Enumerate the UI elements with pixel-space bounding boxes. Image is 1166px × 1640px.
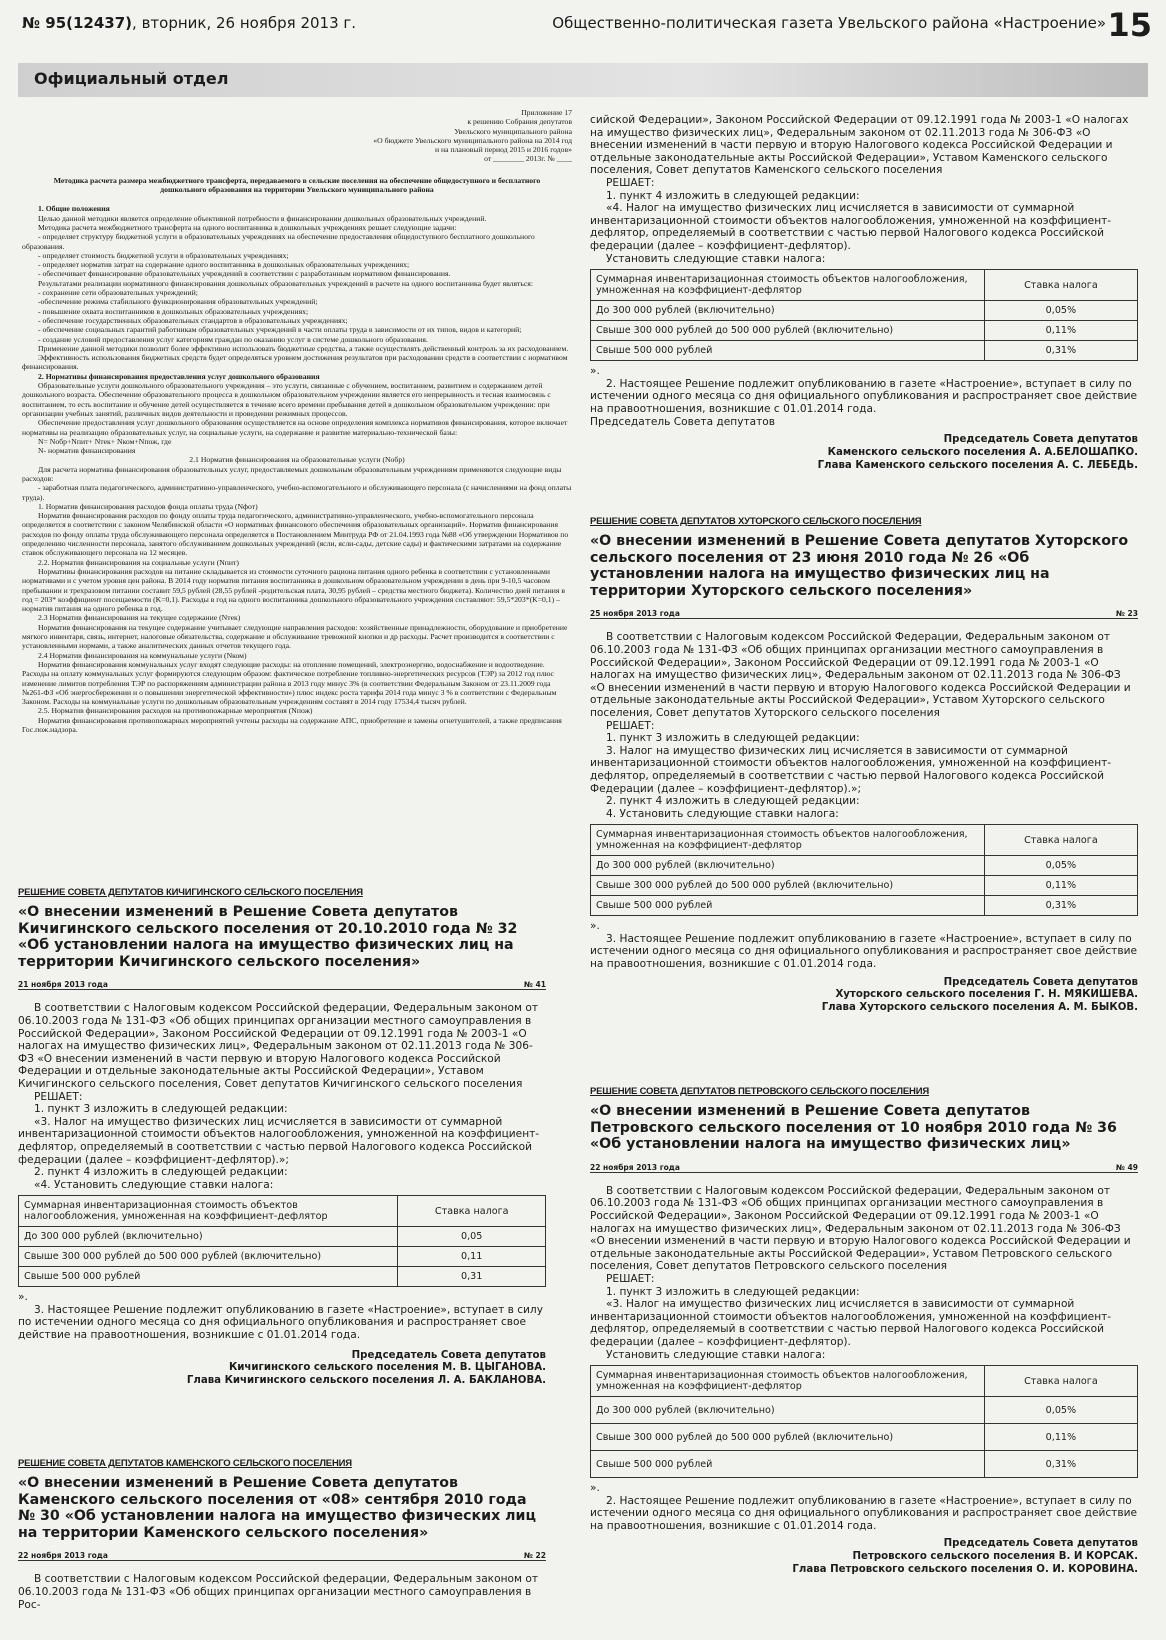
hutorskoe-end: ». [590,920,600,933]
appendix-paragraph: Эффективность использования бюджетных средств будет определяться уровнем достижения результатов при расходовании средств в соответствии с нормативом финансирования. [22,353,568,372]
petrovskoe-rate-table [590,1365,1138,1478]
kamenskoe-cont: сийской Федерации», Законом Российской Федерации от 09.12.1991 года № 2003-1 «О налогах на имущество физических лиц», Федеральным законом от 02.11.2013 года № 306-ФЗ «О внесении изменений в части первую и вторую Налогового кодекса Российской Федерации и отдельные законодательные акты Российской Федерации», Уставом Каменского сельского поселения, Совет депутатов Каменского сельского поселения [590,114,1129,177]
kamenskoe-headline: «О внесении изменений в Решение Совета депутатов Каменского сельского поселения от «08» сентября 2010 года № 30 «Об установлении налога на имущество физических лиц на территории Каменского сельского поселения» [18,1475,537,1541]
kichiginskoe-p3: 3. Настоящее Решение подлежит опубликованию в газете «Настроение», вступает в силу по истечении одного месяца со дня официального опубликования и распространяет свое действие на правоотношения, возникшие с 01.01.2014 года. [18,1303,543,1342]
appendix-paragraph: Нормативы финансирования расходов на питание складывается из стоимости суточного рациона питания одного ребенка в соответствии с установленными нормативами и с учетом уровня цен района. В 2014 году норматив питания воспитанника в дошкольном образовательном учреждении в день при 9-10,5 часовом пребывании и трехразовом питании составит 59,5 рублей (28,55 рублей -родительская плата, 30,95 рублей – средства местного бюджета). Количество дней питания в год = 203* коэффициент посещаемости (K=0,1). Расходы в год на одного воспитанника дошкольного образовательного учреждения составляют: 59,5*203*(K=0,1) – норматив питания на одного ребенка в год. [22,566,565,614]
rate-cell: 0,11% [984,876,1137,896]
table-header-cell: Суммарная инвентаризационная стоимость объектов налогообложения, умноженная на коэффициент-дефлятор [591,825,985,856]
appendix-heading: 1. Общие положения [38,204,110,214]
appendix-paragraph: Обеспечение предоставления услуг дошкольного образования осуществляется на основе определения комплекса нормативов финансирования, которое включает нормативы на реализацию образовательных услуг, на социальные услуги, на содержание и развитие материально-технической базы: [22,418,568,437]
kichiginskoe-p1: 1. пункт 3 изложить в следующей редакции: [34,1103,288,1116]
kichiginskoe-end: ». [18,1291,28,1304]
appendix-paragraph: Результатами реализации нормативного финансирования дошкольных образовательных учреждений в расчете на одного воспитанника будет являться: [38,278,533,288]
appendix-block [22,108,572,878]
table-row [19,1196,546,1227]
hutorskoe-signatures [590,977,1138,1015]
petrovskoe-kicker: РЕШЕНИЕ СОВЕТА ДЕПУТАТОВ ПЕТРОВСКОГО СЕЛЬСКОГО ПОСЕЛЕНИЯ [590,1086,929,1097]
table-header-cell: Ставка налога [984,825,1137,856]
appendix-line: Приложение 17 [521,108,572,117]
table-row [591,1424,1138,1451]
hutorskoe-p2: 2. пункт 4 изложить в следующей редакции: [606,795,860,808]
appendix-paragraph: - создание условий предоставления услуг категориям граждан по оказанию услуг в системе дошкольного образования. [38,334,428,344]
signature-line: Глава Петровского сельского поселения О. И. КОРОВИНА. [792,1564,1138,1576]
kamenskoe-kicker: РЕШЕНИЕ СОВЕТА ДЕПУТАТОВ КАМЕНСКОГО СЕЛЬСКОГО ПОСЕЛЕНИЯ [18,1458,352,1469]
signature-line: Глава Каменского сельского поселения А. С. ЛЕБЕДЬ. [817,459,1138,471]
issue-line [22,14,356,32]
appendix-paragraph: -обеспечение режима стабильного функционирования образовательных учреждений; [38,297,318,307]
signature-line: Председатель Совета депутатов [943,1538,1138,1550]
kamenskoe-p1: 1. пункт 4 изложить в следующей редакции: [606,189,860,202]
appendix-paragraph: 2.2. Норматив финансирования на социальные услуги (Nпит) [38,557,239,567]
rate-cell: 0,05 [398,1227,546,1247]
appendix-paragraph: Норматив финансирования противопожарных мероприятий учтены расходы на содержание АПС, приобретение и замены огнетушителей, а также предписания Гос.пож.надзора. [22,715,562,734]
signature-line: Председатель Совета депутатов [943,434,1138,446]
table-row [19,1227,546,1247]
hutorskoe-dateline [590,609,1138,619]
appendix-paragraph: - сохранение сети образовательных учреждений; [38,288,198,298]
kichiginskoe-kicker: РЕШЕНИЕ СОВЕТА ДЕПУТАТОВ КИЧИГИНСКОГО СЕЛЬСКОГО ПОСЕЛЕНИЯ [18,887,363,898]
table-row [591,876,1138,896]
kichiginskoe-rate-table [18,1195,546,1287]
appendix-paragraph: Для расчета норматива финансирования образовательных услуг, предоставляемых дошкольным образовательным учреждениям применяются следующие виды расходов: [22,464,562,483]
appendix-paragraph: Образовательные услуги дошкольного образовательного учреждения – это услуги, связанные с обучением, воспитанием, развитием и содержанием детей дошкольного возраста. Обеспечение образовательного процесса в дошкольном образовательном учреждении является его непрерывность и тесная взаимосвязь с воспитанием, то есть воспитание и обучение детей осуществляется в течение всего времени пребывания детей в дошкольном образовательном учреждении: при организации учебных занятий, различных видов деятельности и проведении режимных процессов. [22,381,551,418]
appendix-paragraph: - обеспечение социальных гарантий работникам образовательных учреждений в части оплаты труда в зависимости от их типов, видов и категорий; [38,325,522,335]
table-cell: До 300 000 рублей (включительно) [591,1397,985,1424]
kichiginskoe-p1text: «3. Налог на имущество физических лиц исчисляется в зависимости от суммарной инвентаризационной стоимости объектов налогообложения, умноженной на коэффициент-дефлятор, определяемый в соответствии с частью первой Налогового кодекса Российской федерации (далее – коэффициент-дефлятор).»; [18,1115,540,1166]
table-cell: Свыше 500 000 рублей [591,1451,985,1478]
newspaper-name: Общественно-политическая газета Увельского района «Настроение» [552,14,1106,32]
rate-cell: 0,31% [984,896,1137,916]
signature-line: Председатель Совета депутатов [351,1349,546,1361]
appendix-paragraph: 2.5. Норматив финансирования расходов на противопожарные мероприятия (Nпож) [38,706,313,716]
issue-number: № 95(12437) [22,14,133,32]
signature-line: Глава Кичигинского сельского поселения Л. А. БАКЛАНОВА. [186,1375,546,1387]
hutorskoe-number: № 23 [1115,609,1138,619]
kichiginskoe-article [18,883,546,1388]
kamenskoe-number: № 22 [523,1551,546,1561]
appendix-paragraph: Норматив финансирования расходов по фонду оплаты труда педагогического, административно-управленческого, учебно-вспомогательного персонала определяется в соответствии с законом Челябинской области «О нормативах финансового обеспечения образовательных организаций». Норматив финансирования расходов по фонду оплаты труда обслуживающего персонала определяется в Постановлением Минтруда РФ от 21.04.1993 года №88 «Об утверждении Нормативов по определению численности персонала, занятого обслуживанием дошкольных учреждений (ясли, ясли-сады, детские сады) и фактическими затратами на содержание ставок обслуживающего персонала на 12 месяцев. [22,511,569,558]
table-header-cell: Ставка налога [984,270,1137,301]
appendix-paragraph: Норматив финансирования коммунальных услуг входят следующие расходы: на отопление помещений, электроэнергию, водоснабжение и водоотведение. Расходы на оплату коммунальных услуг формируются следующим образом: фактическое потребление топливно-энергетических ресурсов (ТЭР) за 2012 год плюс изменение лимитов потребления ТЭР по распоряжениям администрации района в 2013 году минус 3% (в соответствии Федеральным Законом от 23.11.2009 года №261-ФЗ «Об энергосбережении и о повышении энергетической эффективности») плюс индекс роста тарифа 2014 года минус 3 % в соответствии с Федеральным Законом. Расходы на коммунальные услуги по дошкольным образовательным учреждениям составят в 2014 году 17534,4 тысяч рублей. [22,659,557,707]
appendix-line: к решению Собрания депутатов [467,117,572,127]
hutorskoe-headline: «О внесении изменений в Решение Совета депутатов Хуторского сельского поселения от 23 июня 2010 года № 26 «Об установлении налога на имущество физических лиц на территории Хуторского сельского поселения» [590,533,1129,599]
table-row [19,1267,546,1287]
appendix-paragraph: Целью данной методики является определение объективной потребности в финансировании дошкольных образовательных учреждений. [38,213,487,223]
hutorskoe-date: 25 ноября 2013 года [590,609,680,619]
appendix-paragraph: Методика расчета межбюджетного трансферта на одного воспитанника в дошкольных учреждениях решает следующие задачи: [38,222,457,232]
table-row [591,1451,1138,1478]
rate-cell: 0,05% [984,301,1137,321]
table-row [591,856,1138,876]
petrovskoe-p1: 1. пункт 3 изложить в следующей редакции: [606,1285,860,1298]
kamenskoe-rate-table [590,269,1138,361]
petrovskoe-signatures [590,1538,1138,1576]
appendix-line: от ________ 2013г. № ____ [484,154,572,164]
rate-cell: 0,31% [984,341,1137,361]
rate-cell: 0,11% [984,321,1137,341]
appendix-paragraph: 2.3 Норматив финансирования на текущее содержание (Nтек) [38,613,241,623]
kichiginskoe-body: В соответствии с Налоговым кодексом Российской федерации, Федеральным законом от 06.10.2003 года № 131-ФЗ «Об общих принципах организации местного самоуправления в Российской Федерации», Законом Российской Федерации от 09.12.1991 года № 2003-1 «О налогах на имущество физических лиц», Федеральным законом от 02.11.2013 года № 306-ФЗ «О внесении изменений в части первую и вторую Налогового кодекса Российской Федерации и отдельные законодательные акты Российской Федерации», Уставом Кичигинского сельского поселения, Совет депутатов Кичигинского сельского поселения [18,1002,538,1090]
signature-line: Председатель Совета депутатов [943,976,1138,988]
kamenskoe-p1text: «4. Налог на имущество физических лиц исчисляется в зависимости от суммарной инвентаризационной стоимости объектов налогообложения, умноженной на коэффициент-дефлятор, определяемый в соответствии с частью первой Налогового кодекса Российской федерации (далее – коэффициент-дефлятор). [590,202,1112,252]
appendix-paragraph: - обеспечивает финансирование образовательных учреждений в соответствии с разработанным нормативом финансирования. [38,269,451,279]
table-cell: До 300 000 рублей (включительно) [591,856,985,876]
table-cell: До 300 000 рублей (включительно) [591,301,985,321]
hutorskoe-article [590,512,1138,1015]
section-title: Официальный отдел [34,69,229,88]
table-cell: Свыше 300 000 рублей до 500 000 рублей (включительно) [19,1247,398,1267]
rate-cell: 0,11% [984,1424,1137,1451]
petrovskoe-body: В соответствии с Налоговым кодексом Российской федерации, Федеральным законом от 06.10.2003 года № 131-ФЗ «Об общих принципах организации местного самоуправления в Российской Федерации», Законом Российской Федерации от 09.12.1991 года № 2003-1 «О налогах на имущество физических лиц», Федеральным законом от 02.11.2013 года № 306-ФЗ «О внесении изменений в части первую и вторую Налогового кодекса Российской Федерации и отдельные законодательные акты Российской Федерации», Уставом Петровского сельского поселения, Совет депутатов Петровского сельского поселения [590,1184,1131,1273]
appendix-line: «О бюджете Увельского муниципального района на 2014 год [373,135,572,145]
appendix-paragraph: - определяет стоимость бюджетной услуги в образовательных учреждениях; [38,250,289,260]
kamenskoe-body: В соответствии с Налоговым кодексом Российской федерации, Федеральным законом от 06.10.2003 года № 131-ФЗ «Об общих принципах организации местного самоуправления в Рос- [18,1573,538,1611]
hutorskoe-rate-table [590,824,1138,916]
issue-date: , вторник, 26 ноября 2013 г. [132,14,357,32]
kamenskoe-signatures [590,434,1138,472]
hutorskoe-resh: РЕШАЕТ: [606,719,655,732]
appendix-body [22,204,572,734]
table-row [591,321,1138,341]
table-cell: Свыше 500 000 рублей [591,896,985,916]
table-header-cell: Суммарная инвентаризационная стоимость объектов налогообложения, умноженная на коэффициент-дефлятор [19,1196,398,1227]
kamenskoe-date: 22 ноября 2013 года [18,1551,108,1561]
petrovskoe-date: 22 ноября 2013 года [590,1162,680,1172]
rate-cell: 0,05% [984,856,1137,876]
rate-cell: 0,31% [984,1451,1137,1478]
kamenskoe-continuation [590,114,1138,472]
kamenskoe-end: ». [590,365,600,378]
table-row [591,301,1138,321]
table-row [591,270,1138,301]
hutorskoe-body: В соответствии с Налоговым кодексом Российской Федерации, Федеральным законом от 06.10.2003 года № 131-ФЗ «Об общих принципах организации местного самоуправления в Российской Федерации», Законом Российской Федерации от 09.12.1991 года № 2003-1 «О налогах на имущество физических лиц», Федеральным законом от 02.11.2013 года № 306-ФЗ «О внесении изменений в части первую и вторую Налогового кодекса Российской Федерации и отдельные законодательные акты Российской Федерации», Уставом Хуторского сельского поселения, Совет депутатов Хуторского сельского поселения [590,631,1131,719]
kichiginskoe-dateline [18,980,546,990]
appendix-paragraph: Применение данной методики позволит более эффективно использовать бюджетные средства, а также осуществлять действенный контроль за их расходованием. [38,343,569,353]
kamenskoe-p2b: Председатель Совета депутатов [590,415,776,428]
kamenskoe-p2: 2. Настоящее Решение подлежит опубликованию в газете «Настроение», вступает в силу по истечении одного месяца со дня официального опубликования и распространяет свое действие на правоотношения, возникшие с 01.01.2014 года. [590,377,1137,415]
table-cell: Свыше 500 000 рублей [591,341,985,361]
appendix-paragraph: - определяет норматив затрат на содержание одного воспитанника в дошкольных образовательных учреждениях; [38,260,410,270]
section-band [18,63,1148,97]
table-row [591,1366,1138,1397]
kamenskoe-article [18,1454,546,1611]
table-row [19,1247,546,1267]
page-number: 15 [1107,6,1152,44]
appendix-paragraph: - заработная плата педагогического, административно-управленческого, учебно-вспомогательного и обслуживающего персонала (с начислениями на фонд оплаты труда). [22,483,572,502]
kichiginskoe-p2: 2. пункт 4 изложить в следующей редакции: [34,1166,288,1179]
appendix-paragraph: 2.4 Норматив финансирования на коммунальные услуги (Nком) [38,650,247,660]
petrovskoe-p2: 2. Настоящее Решение подлежит опубликованию в газете «Настроение», вступает в силу по истечении одного месяца со дня официального опубликования и распространяет свое действие на правоотношения, возникшие с 01.01.2014 года. [590,1494,1137,1532]
signature-line: Хуторского сельского поселения Г. Н. МЯКИШЕВА. [835,989,1138,1001]
table-cell: Свыше 300 000 рублей до 500 000 рублей (включительно) [591,876,985,896]
table-header-cell: Суммарная инвентаризационная стоимость объектов налогообложения, умноженная на коэффициент-дефлятор [591,270,985,301]
appendix-paragraph: - обеспечение государственных образовательных стандартов в образовательных учреждениях; [38,315,348,325]
petrovskoe-number: № 49 [1115,1162,1138,1172]
table-row [591,896,1138,916]
table-header-cell: Ставка налога [398,1196,546,1227]
table-cell: До 300 000 рублей (включительно) [19,1227,398,1247]
petrovskoe-p1text: «3. Налог на имущество физических лиц исчисляется в зависимости от суммарной инвентаризационной стоимости объектов налогообложения, умноженной на коэффициент-дефлятор, определяемый в соответствии с частью первой Налогового кодекса Российской федерации (далее – коэффициент-дефлятор). [590,1298,1112,1348]
kichiginskoe-date: 21 ноября 2013 года [18,980,108,990]
rate-cell: 0,05% [984,1397,1137,1424]
petrovskoe-headline: «О внесении изменений в Решение Совета депутатов Петровского сельского поселения от 10 ноября 2010 года № 36 «Об установлении налога на имущество физических лиц» [590,1103,1117,1153]
signature-line: Петровского сельского поселения В. И КОРСАК. [852,1551,1138,1563]
hutorskoe-p3: 3. Настоящее Решение подлежит опубликованию в газете «Настроение», вступает в силу по истечении одного месяца со дня официального опубликования и распространяет свое действие на правоотношения, возникшие с 01.01.2014 года. [590,932,1137,971]
rate-cell: 0,11 [398,1247,546,1267]
kichiginskoe-p2text: «4. Установить следующие ставки налога: [34,1178,274,1191]
kamenskoe-dateline [18,1551,546,1561]
appendix-paragraph: - повышение охвата воспитанников в дошкольных образовательных учреждениях; [38,306,309,316]
signature-line: Кичигинского сельского поселения М. В. ЦЫГАНОВА. [228,1362,546,1374]
appendix-line: Увельского муниципального района [454,126,572,136]
kichiginskoe-signatures [18,1350,546,1388]
table-cell: Свыше 300 000 рублей до 500 000 рублей (включительно) [591,1424,985,1451]
kichiginskoe-headline: «О внесении изменений в Решение Совета депутатов Кичигинского сельского поселения от 20.10.2010 года № 32 «Об установлении налога на имущество физических лиц на территории Кичигинского сельского поселения» [18,904,518,970]
table-cell: Свыше 300 000 рублей до 500 000 рублей (включительно) [591,321,985,341]
appendix-title: Методика расчета размера межбюджетного трансферта, передаваемого в сельские поселения на обеспечение общедоступного и бесплатного дошкольного образования на территории Увельского муниципального района [53,175,541,195]
table-header-cell: Ставка налога [984,1366,1137,1397]
appendix-paragraph: Норматив финансирования на текущее содержание учитывает следующие направления расходов: хозяйственные принадлежности, оборудование и приобретение мягкого инвентаря, связь, интернет, налоговые обязательства, содержание и обслуживание тревожной кнопки и др расходы. Расчет производится в соответствии с установленными нормами, а также аналитических данных отчетов текущего года. [22,622,568,651]
table-row [591,1397,1138,1424]
table-header-cell: Суммарная инвентаризационная стоимость объектов налогообложения, умноженная на коэффициент-дефлятор [591,1366,985,1397]
appendix-heading: 2.1 Норматив финансирования на образовательные услуги (Nобр) [189,455,405,465]
kichiginskoe-number: № 41 [523,980,546,990]
kichiginskoe-resh: РЕШАЕТ: [34,1090,83,1103]
signature-line: Каменского сельского поселения А. А.БЕЛОШАПКО. [827,446,1138,458]
appendix-paragraph: 1. Норматив финансирования расходов фонда оплаты труда (Nфот) [38,501,258,511]
kamenskoe-p1b: Установить следующие ставки налога: [606,252,826,265]
table-row [591,341,1138,361]
petrovskoe-resh: РЕШАЕТ: [606,1272,655,1285]
hutorskoe-p1text: 3. Налог на имущество физических лиц исчисляется в зависимости от суммарной инвентаризационной стоимости объектов налогообложения, умноженной на коэффициент-дефлятор, определяемый в соответствии с частью первой Налогового кодекса Российской Федерации (далее – коэффициент-дефлятор).»; [590,744,1112,795]
signature-line: Глава Хуторского сельского поселения А. М. БЫКОВ. [821,1002,1138,1014]
petrovskoe-dateline [590,1163,1138,1173]
table-row [591,825,1138,856]
appendix-line: и на плановый период 2015 и 2016 годов» [434,145,572,155]
petrovskoe-end: ». [590,1482,600,1495]
rate-cell: 0,31 [398,1267,546,1287]
table-cell: Свыше 500 000 рублей [19,1267,398,1287]
appendix-paragraph: N= Nобр+Nпит+ Nтек+ Nком+Nпож, где [38,436,172,446]
petrovskoe-p1b: Установить следующие ставки налога: [606,1348,826,1361]
appendix-heading: 2. Нормативы финансирования предоставления услуг дошкольного образования [38,371,320,381]
appendix-header [22,108,572,164]
appendix-paragraph: N- норматив финансирования [38,446,136,456]
hutorskoe-p1: 1. пункт 3 изложить в следующей редакции: [606,732,860,745]
appendix-paragraph: - определяет структуру бюджетной услуги в образовательных учреждениях на обеспечение предоставления общедоступного бесплатного дошкольного образования. [22,232,535,251]
hutorskoe-p2text: 4. Установить следующие ставки налога: [606,807,839,820]
petrovskoe-article [590,1082,1138,1577]
kamenskoe-resh: РЕШАЕТ: [606,176,655,189]
hutorskoe-kicker: РЕШЕНИЕ СОВЕТА ДЕПУТАТОВ ХУТОРСКОГО СЕЛЬСКОГО ПОСЕЛЕНИЯ [590,516,922,527]
